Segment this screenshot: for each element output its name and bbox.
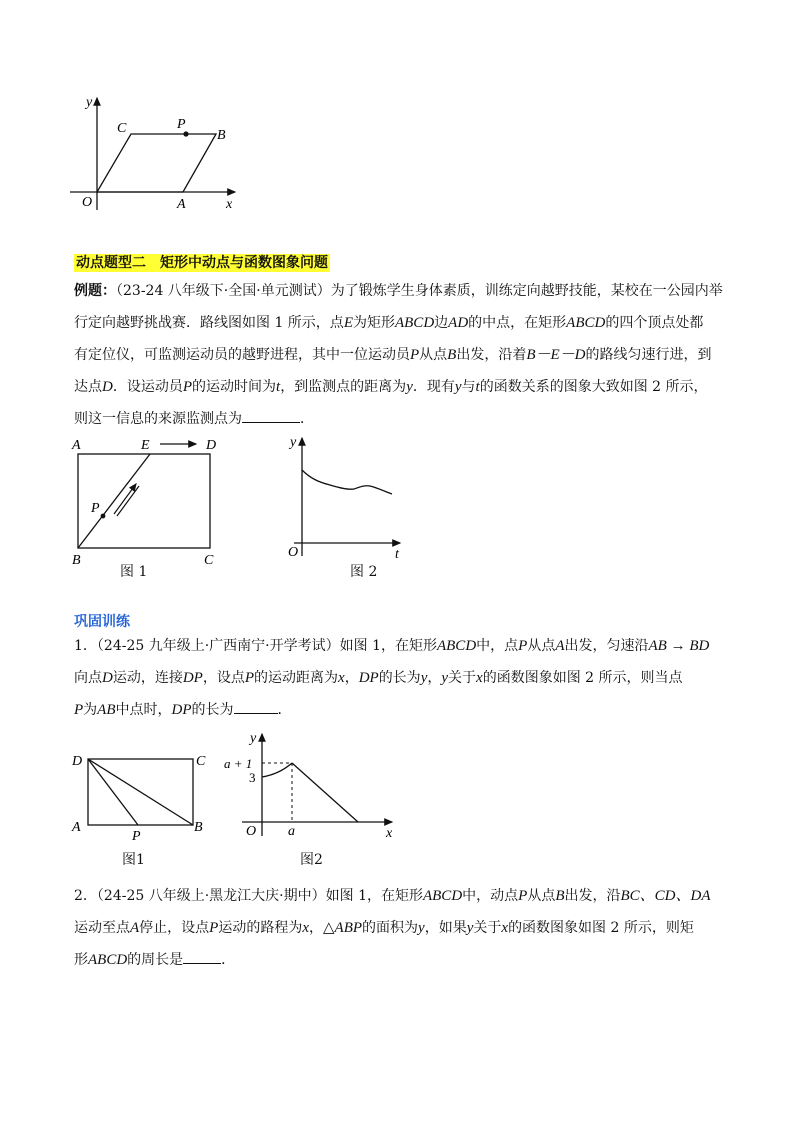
caption-q1-fig1: 图1 (122, 852, 145, 868)
figure-example-1 (70, 432, 230, 572)
example-line-4: 达点D．设运动员P的运动时间为t，到监测点的距离为y．现有y与t的函数关系的图象大致如图 2 所示， (74, 379, 708, 395)
label-o: O (82, 195, 93, 210)
label-a: A (72, 438, 81, 453)
label-x: x (226, 197, 233, 212)
label-d: D (206, 438, 217, 453)
heading-part2: 矩形中动点与函数图象问题 (160, 255, 328, 271)
answer-blank[interactable] (242, 408, 300, 423)
label-a-plus-1: a + 1 (224, 756, 253, 771)
q1-line-3: P为AB中点时，DP的长为 ． (74, 694, 734, 726)
curve-segment (262, 763, 292, 777)
parallelogram (97, 134, 216, 192)
label-p: P (177, 117, 186, 132)
label-y: y (86, 95, 93, 110)
label-c: C (196, 754, 206, 769)
caption-q1-fig2: 图2 (300, 852, 323, 868)
label-x: x (386, 826, 393, 841)
point-p (183, 131, 188, 136)
figure-q1-graph (220, 728, 400, 848)
label-y: y (250, 731, 257, 746)
consolidation-heading: 巩固训练 (74, 614, 130, 630)
example-line-3: 有定位仪，可监测运动员的越野进程，其中一位运动员P从点B出发，沿着B－E－D的路线匀速行进，到 (74, 347, 712, 363)
example-line-5: 则这一信息的来源监测点为 ． (74, 403, 734, 435)
label-o: O (288, 545, 299, 560)
label-b: B (194, 820, 203, 835)
label-b: B (72, 553, 81, 568)
label-p: P (132, 829, 141, 843)
q1-line-2: 向点D运动，连接DP，设点P的运动距离为x，DP的长为y，y关于x的函数图象如图 2 所示，则当点 (74, 670, 683, 686)
q2-answer-blank[interactable] (183, 949, 221, 964)
linear-segment (292, 763, 358, 822)
segment-be (78, 454, 150, 548)
example-label: 例题： (74, 283, 116, 299)
label-c: C (117, 121, 127, 136)
segment-db (88, 759, 193, 825)
example-line-1: 例题：（23-24 八年级下·全国·单元测试）为了锻炼学生身体素质，训练定向越野技能，某校在一公园内举 (74, 283, 723, 299)
q1-answer-blank[interactable] (234, 699, 278, 714)
example-line-2: 行定向越野挑战赛．路线图如图 1 所示，点E为矩形ABCD边AD的中点，在矩形ABCD的四个顶点处都 (74, 315, 704, 331)
distance-curve (302, 470, 392, 494)
point-p (101, 514, 106, 519)
label-3: 3 (249, 770, 256, 785)
label-o: O (246, 824, 257, 839)
figure-q1-rectangle (70, 748, 220, 843)
caption-example-fig1: 图 1 (120, 564, 148, 580)
caption-example-fig2: 图 2 (350, 564, 378, 580)
question-1 (74, 630, 734, 726)
q2-line-1: 2．（24-25 八年级上·黑龙江大庆·期中）如图 1，在矩形ABCD中，动点P从点B出发，沿BC、CD、DA (74, 888, 711, 904)
q2-line-3: 形ABCD的周长是 ． (74, 944, 734, 976)
label-a: A (177, 197, 186, 212)
label-b: B (217, 128, 226, 143)
label-a: A (72, 820, 81, 835)
label-t: t (395, 547, 399, 562)
label-c: C (204, 553, 214, 568)
q2-line-2: 运动至点A停止，设点P运动的路程为x，△ABP的面积为y，如果y关于x的函数图象如图 2 所示，则矩 (74, 920, 694, 936)
label-d: D (72, 754, 83, 769)
figure-parallelogram (70, 92, 250, 217)
example-paragraph (74, 275, 734, 435)
label-e: E (141, 438, 150, 453)
label-y: y (290, 435, 297, 450)
q1-line-1: 1．（24-25 九年级上·广西南宁·开学考试）如图 1，在矩形ABCD中，点P从点A出发，匀速沿AB → BD (74, 638, 710, 654)
label-p: P (91, 501, 100, 516)
heading-part1: 动点题型二 (76, 255, 146, 271)
section-heading (74, 254, 330, 272)
arrow-along-be (114, 484, 136, 514)
label-a: a (288, 824, 295, 839)
segment-dp (88, 759, 138, 825)
question-2 (74, 880, 734, 976)
figure-example-2 (282, 432, 407, 564)
